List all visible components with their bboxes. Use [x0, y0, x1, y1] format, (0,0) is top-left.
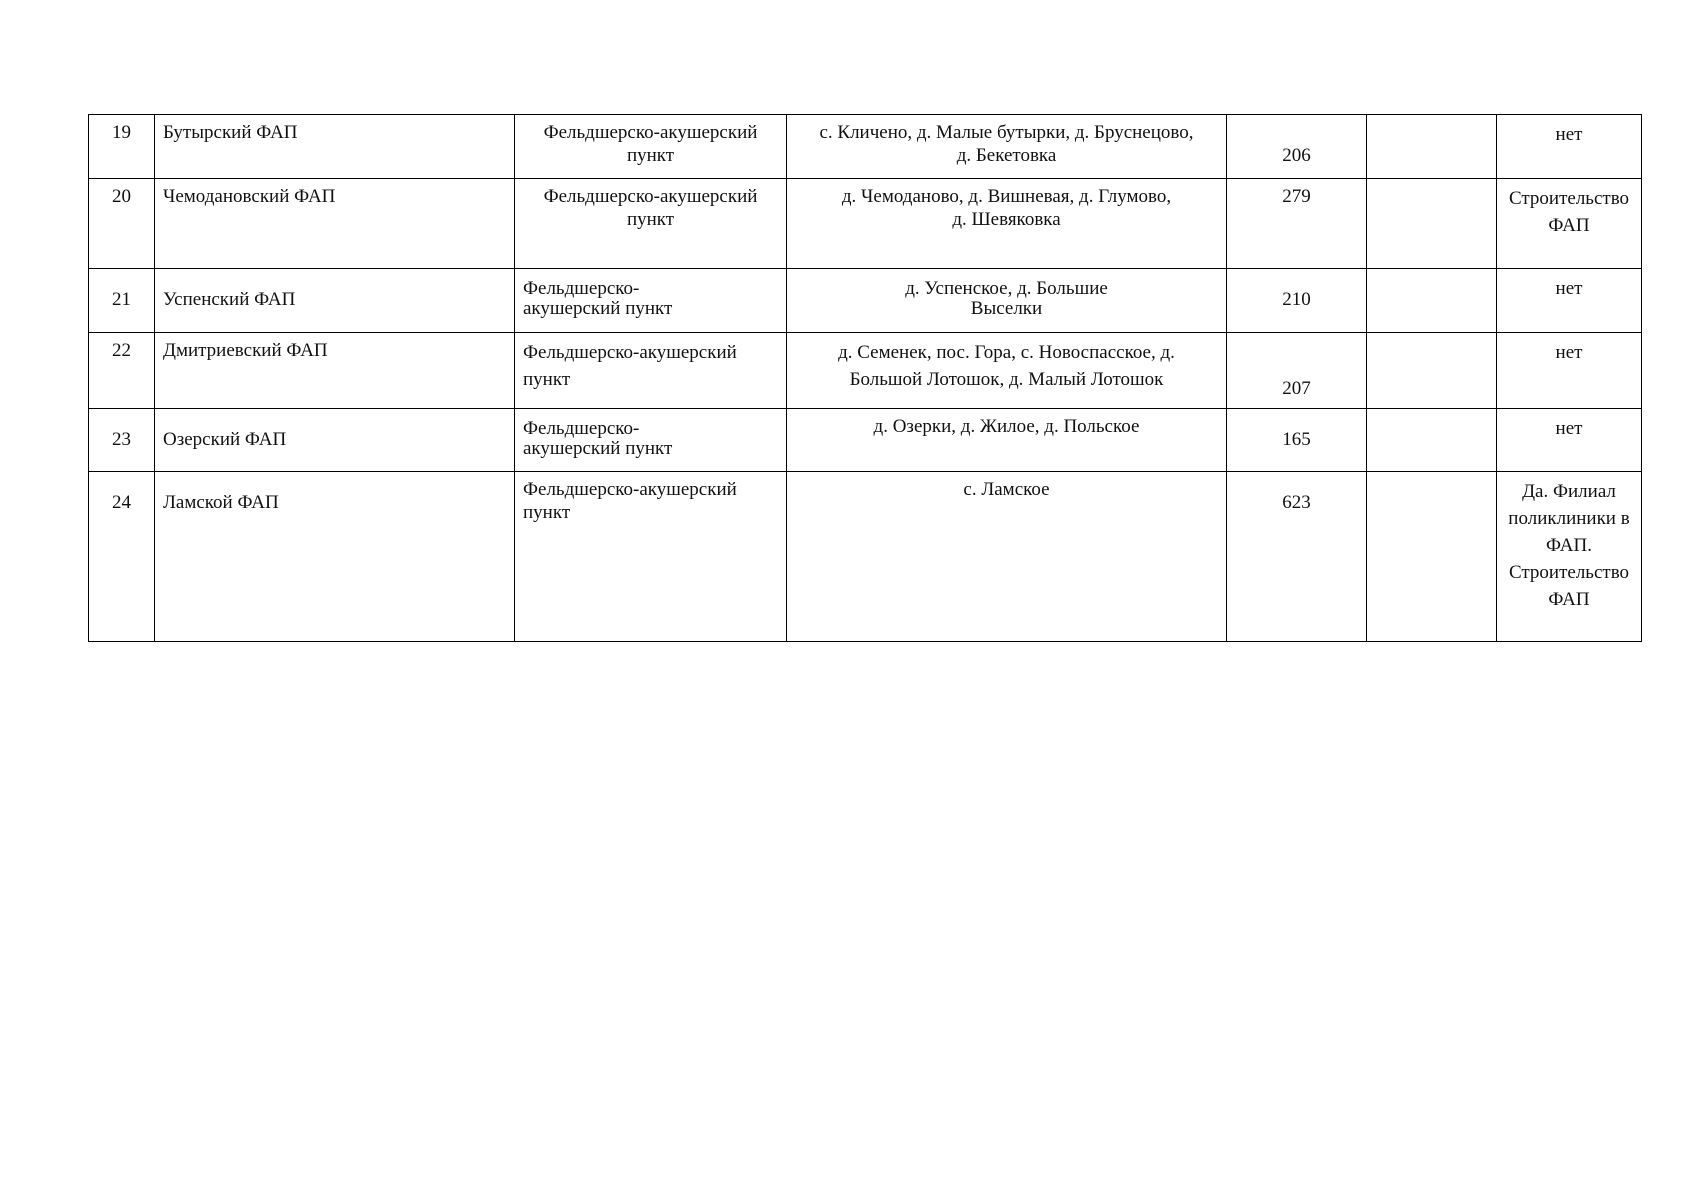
note-line: Да. Филиал	[1522, 481, 1616, 502]
empty-cell	[1367, 179, 1497, 269]
note-line: нет	[1555, 278, 1583, 299]
note-cell	[1497, 269, 1642, 333]
service-area-line: д. Бекетовка	[956, 144, 1057, 166]
fap-name-cell: Чемодановский ФАП	[155, 179, 515, 269]
service-area-line: д. Озерки, д. Жилое, д. Польское	[873, 416, 1140, 437]
service-area-cell	[787, 409, 1227, 472]
fap-table	[88, 114, 1642, 642]
facility-type-line: пункт	[626, 144, 675, 166]
population-cell: 210	[1227, 269, 1367, 333]
note-line: нет	[1555, 124, 1583, 145]
service-area-line: Большой Лотошок, д. Малый Лотошок	[849, 368, 1164, 390]
note-line: ФАП	[1548, 214, 1590, 236]
empty-cell	[1367, 333, 1497, 409]
fap-name-cell: Ламской ФАП	[155, 472, 515, 642]
facility-type-cell	[515, 179, 787, 269]
facility-type-cell	[515, 115, 787, 179]
fap-name-cell: Озерский ФАП	[155, 409, 515, 472]
facility-type-line: акушерский пункт	[523, 297, 673, 319]
population-cell: 206	[1227, 115, 1367, 179]
facility-type-line: акушерский пункт	[523, 437, 673, 459]
note-cell	[1497, 333, 1642, 409]
note-line: Строительство	[1508, 188, 1630, 209]
note-line: нет	[1555, 342, 1583, 363]
facility-type-cell	[515, 409, 787, 472]
table-row	[89, 472, 1642, 642]
facility-type-line: Фельдшерско-	[523, 278, 640, 299]
row-number-cell: 20	[89, 179, 155, 269]
service-area-line: с. Кличено, д. Малые бутырки, д. Бруснецово,	[819, 122, 1194, 143]
facility-type-line: пункт	[523, 368, 571, 390]
note-cell	[1497, 179, 1642, 269]
table-row	[89, 333, 1642, 409]
table-row	[89, 179, 1642, 269]
note-line: ФАП.	[1545, 534, 1592, 556]
service-area-cell	[787, 179, 1227, 269]
population-cell: 207	[1227, 333, 1367, 409]
facility-type-line: Фельдшерско-акушерский	[523, 479, 737, 500]
facility-type-cell	[515, 472, 787, 642]
empty-cell	[1367, 472, 1497, 642]
population-cell: 279	[1227, 179, 1367, 269]
fap-name-cell: Бутырский ФАП	[155, 115, 515, 179]
note-line: поликлиники в	[1508, 507, 1630, 529]
note-line: нет	[1555, 418, 1583, 439]
service-area-line: д. Семенек, пос. Гора, с. Новоспасское, д.	[838, 342, 1175, 363]
facility-type-line: Фельдшерско-	[523, 418, 640, 439]
empty-cell	[1367, 409, 1497, 472]
table-row	[89, 115, 1642, 179]
note-cell	[1497, 115, 1642, 179]
facility-type-line: пункт	[626, 208, 675, 230]
facility-type-cell	[515, 333, 787, 409]
row-number-cell: 22	[89, 333, 155, 409]
facility-type-cell	[515, 269, 787, 333]
note-line: ФАП	[1548, 588, 1590, 610]
row-number-cell: 19	[89, 115, 155, 179]
note-cell	[1497, 409, 1642, 472]
table-row	[89, 409, 1642, 472]
facility-type-line: Фельдшерско-акушерский	[523, 342, 737, 363]
note-line: Строительство	[1508, 561, 1630, 583]
facility-type-line: Фельдшерско-акушерский	[543, 122, 758, 143]
note-cell	[1497, 472, 1642, 642]
service-area-line: с. Ламское	[963, 479, 1050, 500]
row-number-cell: 21	[89, 269, 155, 333]
service-area-line: д. Чемоданово, д. Вишневая, д. Глумово,	[841, 186, 1172, 207]
service-area-cell	[787, 333, 1227, 409]
empty-cell	[1367, 115, 1497, 179]
row-number-cell: 23	[89, 409, 155, 472]
service-area-line: д. Успенское, д. Большие	[905, 278, 1108, 299]
facility-type-line: Фельдшерско-акушерский	[543, 186, 758, 207]
service-area-line: д. Шевяковка	[952, 208, 1061, 230]
empty-cell	[1367, 269, 1497, 333]
table-row	[89, 269, 1642, 333]
service-area-cell	[787, 472, 1227, 642]
row-number-cell: 24	[89, 472, 155, 642]
population-cell: 165	[1227, 409, 1367, 472]
service-area-cell	[787, 115, 1227, 179]
fap-name-cell: Дмитриевский ФАП	[155, 333, 515, 409]
service-area-cell	[787, 269, 1227, 333]
population-cell: 623	[1227, 472, 1367, 642]
fap-name-cell: Успенский ФАП	[155, 269, 515, 333]
facility-type-line: пункт	[523, 501, 571, 523]
service-area-line: Выселки	[970, 297, 1043, 319]
